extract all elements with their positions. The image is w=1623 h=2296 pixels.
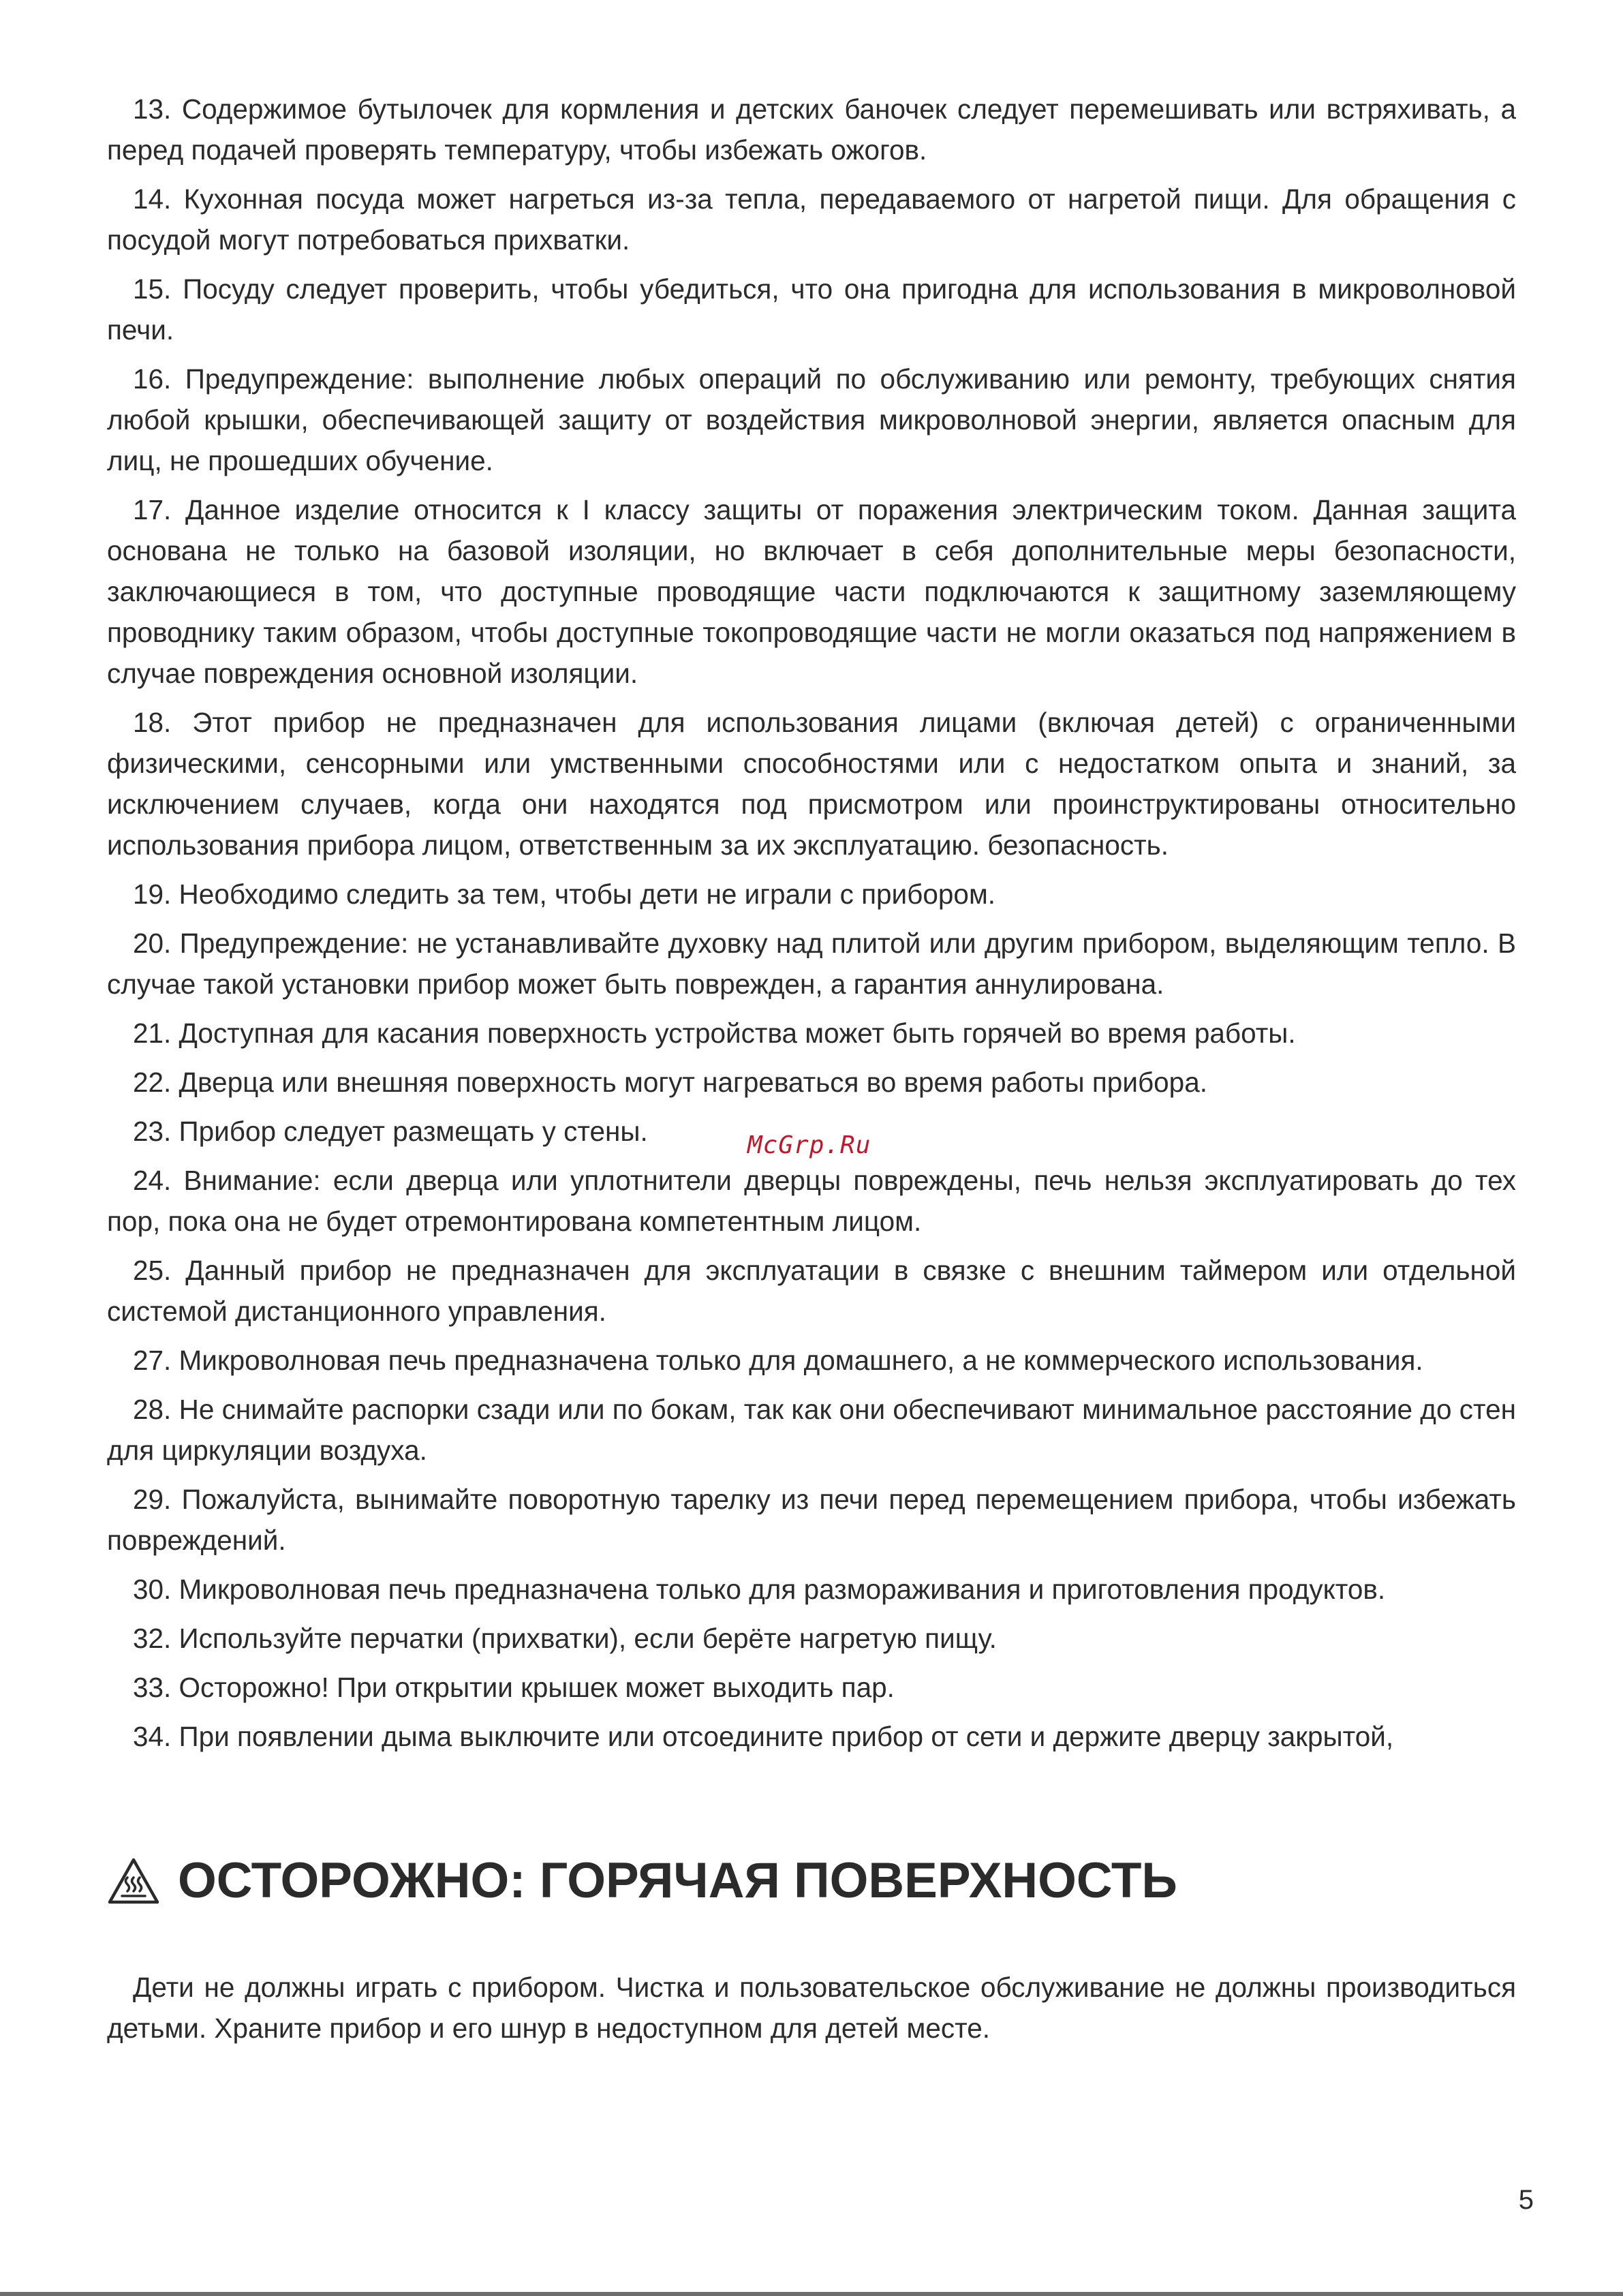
instruction-item-28: 28. Не снимайте распорки сзади или по бокам, так как они обеспечивают минимальное расстояние до стен для циркуляции воздуха. bbox=[107, 1394, 1516, 1466]
caution-heading bbox=[107, 1852, 1177, 1909]
children-note: Дети не должны играть с прибором. Чистка и пользовательское обслуживание не должны производиться детьми. Храните прибор и его шнур в недоступном для детей месте. bbox=[107, 1972, 1516, 2044]
instruction-item-34: 34. При появлении дыма выключите или отсоедините прибор от сети и держите дверцу закрытой, bbox=[133, 1721, 1394, 1752]
instruction-item-27: 27. Микроволновая печь предназначена только для домашнего, а не коммерческого использования. bbox=[133, 1345, 1423, 1376]
instruction-item-17: 17. Данное изделие относится к I классу защиты от поражения электрическим током. Данная защита основана не только на базовой изоляции, но включает в себя дополнительные меры безопасности, заключающиеся в том, что доступные проводящие части подключаются к защитному заземляющему проводнику таким образом, чтобы доступные токопроводящие части не могли оказаться под напряжением в случае повреждения основной изоляции. bbox=[107, 494, 1516, 689]
instruction-item-32: 32. Используйте перчатки (прихватки), если берёте нагретую пищу. bbox=[133, 1623, 997, 1654]
instruction-item-13: 13. Содержимое бутылочек для кормления и детских баночек следует перемешивать или встряхивать, а перед подачей проверять температуру, чтобы избежать ожогов. bbox=[107, 93, 1516, 166]
page-bottom-divider bbox=[0, 2292, 1623, 2296]
instruction-item-29: 29. Пожалуйста, вынимайте поворотную тарелку из печи перед перемещением прибора, чтобы избежать повреждений. bbox=[107, 1484, 1516, 1556]
instruction-item-19: 19. Необходимо следить за тем, чтобы дети не играли с прибором. bbox=[133, 878, 996, 910]
instruction-item-15: 15. Посуду следует проверить, чтобы убедиться, что она пригодна для использования в микроволновой печи. bbox=[107, 273, 1516, 346]
instruction-item-22: 22. Дверца или внешняя поверхность могут нагреваться во время работы прибора. bbox=[133, 1067, 1207, 1098]
instruction-item-33: 33. Осторожно! При открытии крышек может выходить пар. bbox=[133, 1672, 895, 1703]
instruction-item-30: 30. Микроволновая печь предназначена только для размораживания и приготовления продуктов. bbox=[133, 1574, 1386, 1605]
instruction-item-18: 18. Этот прибор не предназначен для использования лицами (включая детей) с ограниченными физическими, сенсорными или умственными способностями или с недостатком опыта и знаний, за исключением случаев, когда они находятся под присмотром или проинструктированы относительно использования прибора лицом, ответственным за их эксплуатацию. безопасность. bbox=[107, 707, 1516, 861]
instruction-item-14: 14. Кухонная посуда может нагреться из-за тепла, передаваемого от нагретой пищи. Для обращения с посудой могут потребоваться прихватки. bbox=[107, 183, 1516, 256]
instruction-item-20: 20. Предупреждение: не устанавливайте духовку над плитой или другим прибором, выделяющим тепло. В случае такой установки прибор может быть поврежден, а гарантия аннулирована. bbox=[107, 928, 1516, 1000]
instruction-item-21: 21. Доступная для касания поверхность устройства может быть горячей во время работы. bbox=[133, 1017, 1296, 1049]
instruction-item-16: 16. Предупреждение: выполнение любых операций по обслуживанию или ремонту, требующих снятия любой крышки, обеспечивающей защиту от воздействия микроволновой энергии, является опасным для лиц, не прошедших обучение. bbox=[107, 363, 1516, 476]
hot-surface-warning-icon bbox=[107, 1857, 160, 1905]
safety-instructions-list bbox=[107, 89, 1516, 1765]
instruction-item-23: 23. Прибор следует размещать у стены. bbox=[133, 1116, 648, 1147]
instruction-item-25: 25. Данный прибор не предназначен для эксплуатации в связке с внешним таймером или отдельной системой дистанционного управления. bbox=[107, 1255, 1516, 1327]
caution-title: ОСТОРОЖНО: ГОРЯЧАЯ ПОВЕРХНОСТЬ bbox=[178, 1853, 1177, 1908]
instruction-item-24: 24. Внимание: если дверца или уплотнители дверцы повреждены, печь нельзя эксплуатировать до тех пор, пока она не будет отремонтирована компетентным лицом. bbox=[107, 1165, 1516, 1237]
watermark-link[interactable]: McGrp.Ru bbox=[747, 1131, 871, 1159]
page-number: 5 bbox=[1518, 2185, 1534, 2215]
